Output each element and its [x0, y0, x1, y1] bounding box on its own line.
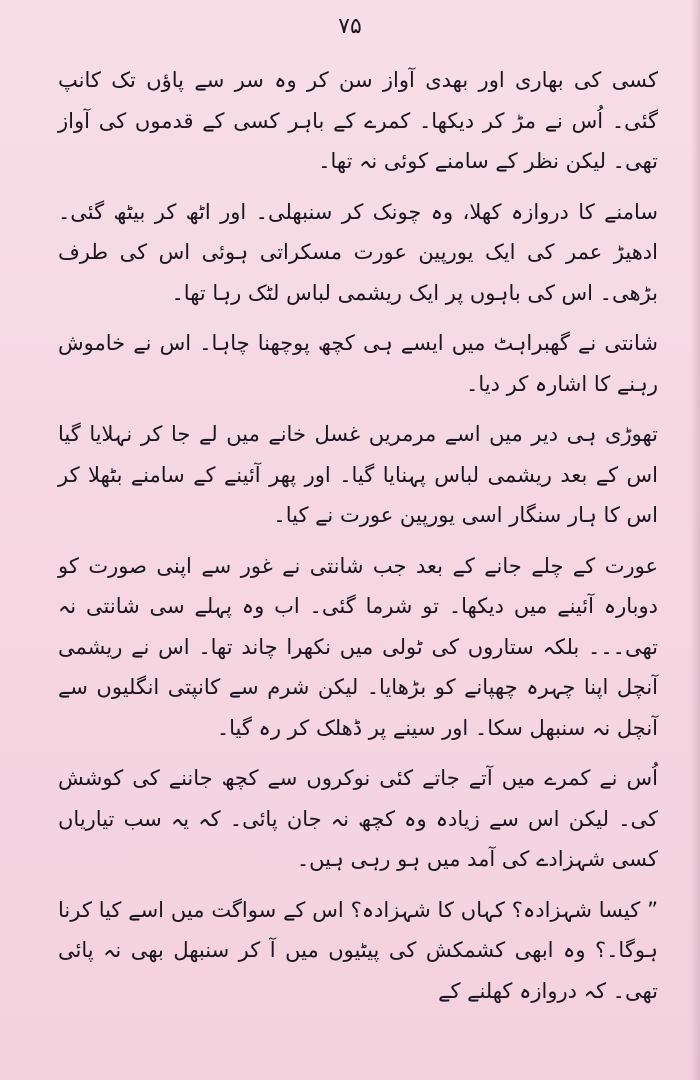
- page-edge-shadow: [690, 0, 700, 1080]
- paragraph-4: تھوڑی ہی دیر میں اسے مرمریں غسل خانے میں لے جا کر نہلایا گیا اس کے بعد ریشمی لباس پہنایا گیا۔ اور پھر آئینے کے سامنے بٹھلا کر اس کا ہار سنگار اسی یورپین عورت نے کیا۔: [58, 422, 658, 527]
- paragraph-7: ” کیسا شہزادہ؟ کہاں کا شہزادہ؟ اس کے سواگت میں اسے کیا کرنا ہوگا۔؟ وہ ابھی کشمکش کی پیٹیوں میں آ کر سنبھل بھی نہ پائی تھی۔ کہ دروازہ کھلنے کے: [58, 897, 658, 1003]
- paragraph-1: کسی کی بھاری اور بھدی آواز سن کر وہ سر سے پاؤں تک کانپ گئی۔ اُس نے مڑ کر دیکھا۔ کمرے کے باہر کسی کے قدموں کی آواز تھی۔ لیکن نظر کے سامنے کوئی نہ تھا۔: [58, 68, 658, 173]
- page-number: ۷۵: [338, 14, 362, 39]
- paragraph-2: سامنے کا دروازہ کھلا، وہ چونک کر سنبھلی۔ اور اٹھ کر بیٹھ گئی۔ ادھیڑ عمر کی ایک یورپین عورت مسکراتی ہوئی اس کی طرف بڑھی۔ اس کی باہوں پر ایک ریشمی لباس لٹک رہا تھا۔: [58, 199, 658, 305]
- urdu-text-block: [58, 60, 658, 1021]
- paragraph-5: عورت کے چلے جانے کے بعد جب شانتی نے غور سے اپنی صورت کو دوبارہ آئینے میں دیکھا۔ تو شرما گئی۔ اب وہ پہلے سی شانتی نہ تھی۔۔۔ بلکہ ستاروں کی ٹولی میں نکھرا چاند تھا۔ اس نے ریشمی آنچل اپنا چہرہ چھپانے کو بڑھایا۔ لیکن شرم سے کانپتی انگلیوں سے آنچل نہ سنبھل سکا۔ اور سینے پر ڈھلک کر رہ گیا۔: [58, 553, 658, 740]
- paragraph-3: شانتی نے گھبراہٹ میں ایسے ہی کچھ پوچھنا چاہا۔ اس نے خاموش رہنے کا اشارہ کر دیا۔: [58, 331, 658, 396]
- paragraph-6: اُس نے کمرے میں آتے جاتے کئی نوکروں سے کچھ جاننے کی کوشش کی۔ لیکن اس سے زیادہ وہ کچھ نہ جان پائی۔ کہ یہ سب تیاریاں کسی شہزادے کی آمد میں ہو رہی ہیں۔: [58, 766, 658, 871]
